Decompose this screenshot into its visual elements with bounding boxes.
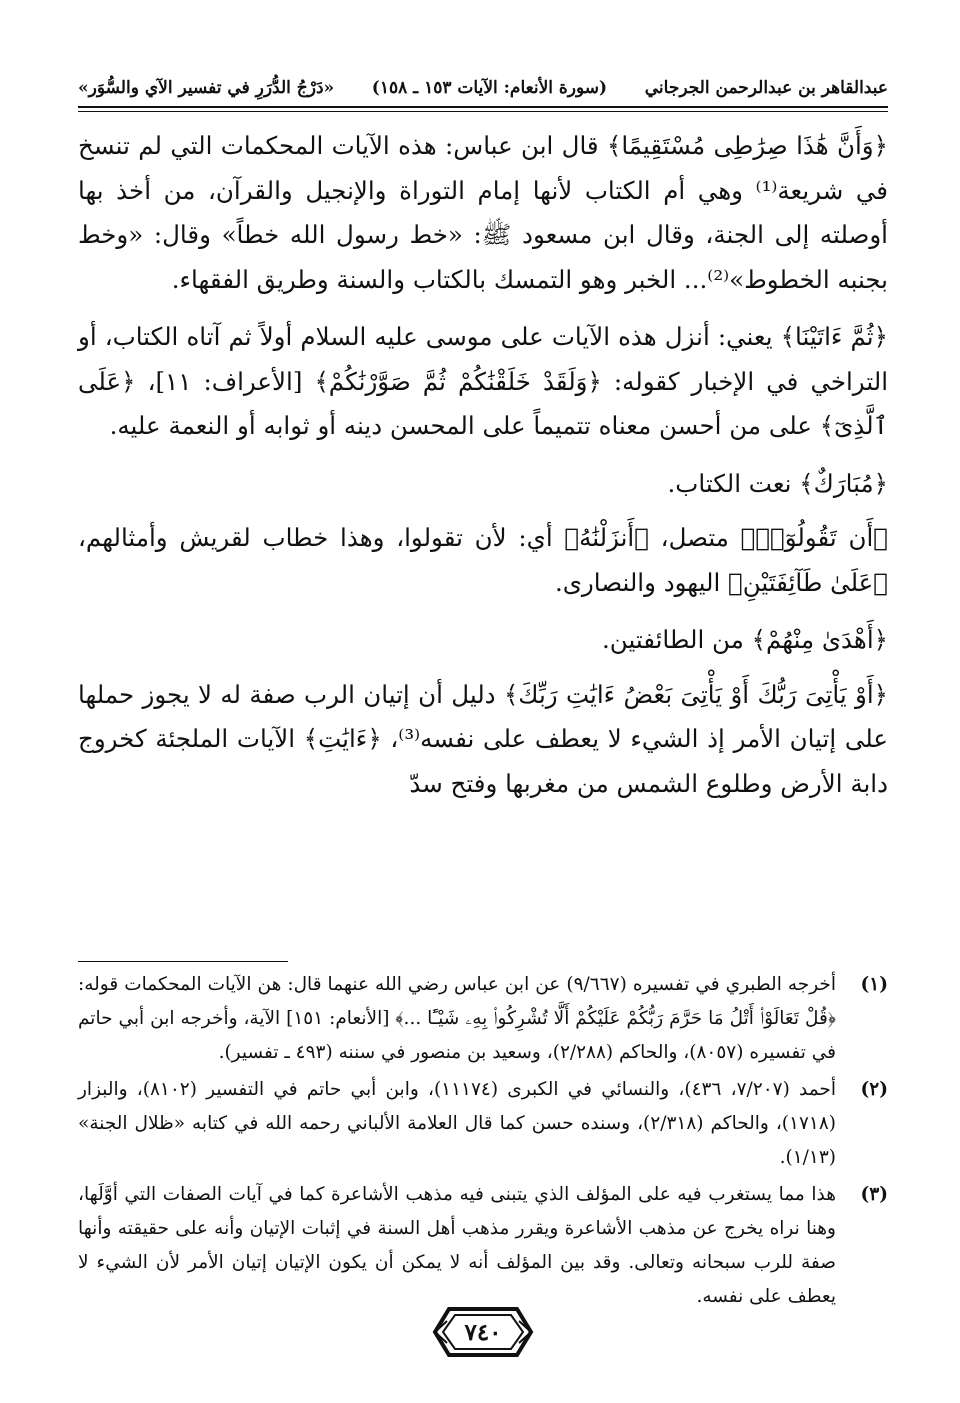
paragraph-1: ﴿وَأَنَّ هَٰذَا صِرَٰطِى مُسْتَقِيمًا﴾ قال ابن عباس: هذه الآيات المحكمات التي لم تنسخ في شريعة⁽¹⁾ وهي أم الكتاب لأنها إمام التوراة والإنجيل والقرآن، من أخذ بها أوصلته إلى الجنة، وقال ابن مسعود ﷺ: «خط رسول الله خطاً» وقال: «وخط بجنبه الخطوط»⁽²⁾... الخبر وهو التمسك بالكتاب والسنة وطريق الفقهاء. xyxy=(78,131,888,294)
footnote-number: (٢) xyxy=(860,1079,888,1100)
footnote-text: أحمد (٧/٢٠٧، ٤٣٦)، والنسائي في الكبرى (١١١٧٤)، وابن أبي حاتم في التفسير (٨١٠٢)، والبزار (١٧١٨)، والحاكم (٢/٣١٨)، وسنده حسن كما قال العلامة الألباني رحمه الله في كتابه «ظلال الجنة» (١/١٣). xyxy=(78,1079,836,1168)
footnote-separator xyxy=(78,961,288,962)
header-section: (سورة الأنعام: الآيات ١٥٣ ـ ١٥٨) xyxy=(371,78,608,98)
header-book-title: «دَرْجُ الدُّرَرِ في تفسير الآي والسُّوَر» xyxy=(78,78,335,98)
paragraph-4: ﴿أَن تَقُولُوٓا۟﴾ متصل، ﴿أَنزَلْنَٰهُ﴾ أي: لأن تقولوا، وهذا خطاب لقريش وأمثالهم، ﴿عَلَىٰ طَآئِفَتَيْنِ﴾ اليهود والنصارى. xyxy=(78,523,888,597)
footnote-3 xyxy=(78,1178,888,1314)
footnotes xyxy=(78,968,888,1317)
header-rule xyxy=(78,106,888,108)
running-header xyxy=(78,68,888,108)
main-text xyxy=(78,124,888,819)
paragraph-5: ﴿أَهْدَىٰ مِنْهُمْ﴾ من الطائفتين. xyxy=(602,625,888,654)
paragraph-6: ﴿أَوْ يَأْتِىَ رَبُّكَ أَوْ يَأْتِىَ بَعْضُ ءَايَٰتِ رَبِّكَ﴾ دليل أن إتيان الرب صفة له لا يجوز حملها على إتيان الأمر إذ الشيء لا يعطف على نفسه⁽³⁾، ﴿ءَايَٰتِ﴾ الآيات الملجئة كخروج دابة الأرض وطلوع الشمس من مغربها وفتح سدّ xyxy=(78,679,889,798)
header-rule-thin xyxy=(78,111,888,112)
footnote-number: (١) xyxy=(860,974,888,995)
footnote-1 xyxy=(78,968,888,1070)
footnote-2 xyxy=(78,1073,888,1175)
footnote-text: أخرجه الطبري في تفسيره (٩/٦٦٧) عن ابن عباس رضي الله عنهما قال: هن الآيات المحكمات قوله: ﴿قُلْ تَعَالَوْا۟ أَتْلُ مَا حَرَّمَ رَبُّكُمْ عَلَيْكُمْ أَلَّا تُشْرِكُوا۟ بِهِۦ شَيْـًٔا ...﴾ [الأنعام: ١٥١] الآية، وأخرجه ابن أبي حاتم في تفسيره (٨٠٥٧)، والحاكم (٢/٢٨٨)، وسعيد بن منصور في سننه (٤٩٣ ـ تفسير). xyxy=(78,974,836,1063)
book-page xyxy=(78,58,888,1388)
page-number-ornament xyxy=(429,1303,537,1361)
header-author: عبدالقاهر بن عبدالرحمن الجرجاني xyxy=(644,78,888,98)
page-number: ٧٤٠ xyxy=(464,1318,502,1346)
paragraph-3: ﴿مُبَارَكٌ﴾ نعت الكتاب. xyxy=(667,468,888,498)
paragraph-2: ﴿ثُمَّ ءَاتَيْنَا﴾ يعني: أنزل هذه الآيات على موسى عليه السلام أولاً ثم آتاه الكتاب، أو التراخي في الإخبار كقوله: ﴿وَلَقَدْ خَلَقْنَٰكُمْ ثُمَّ صَوَّرْنَٰكُمْ﴾ [الأعراف: ١١]، ﴿عَلَى ٱلَّذِىٓ﴾ على من أحسن معناه تتميماً على المحسن دينه أو ثوابه أو النعمة عليه. xyxy=(78,322,888,440)
footnote-text: هذا مما يستغرب فيه على المؤلف الذي يتبنى فيه مذهب الأشاعرة كما في آيات الصفات التي أوَّلَها، وهنا نراه يخرج عن مذهب الأشاعرة ويقرر مذهب أهل السنة في إثبات الإتيان وأنه على حقيقته وأنها صفة للرب سبحانه وتعالى. وقد بين المؤلف أنه لا يمكن أن يكون الإتيان إتيان الأمر لأن الشيء لا يعطف على نفسه. xyxy=(78,1184,836,1307)
footnote-number: (٣) xyxy=(860,1184,888,1205)
